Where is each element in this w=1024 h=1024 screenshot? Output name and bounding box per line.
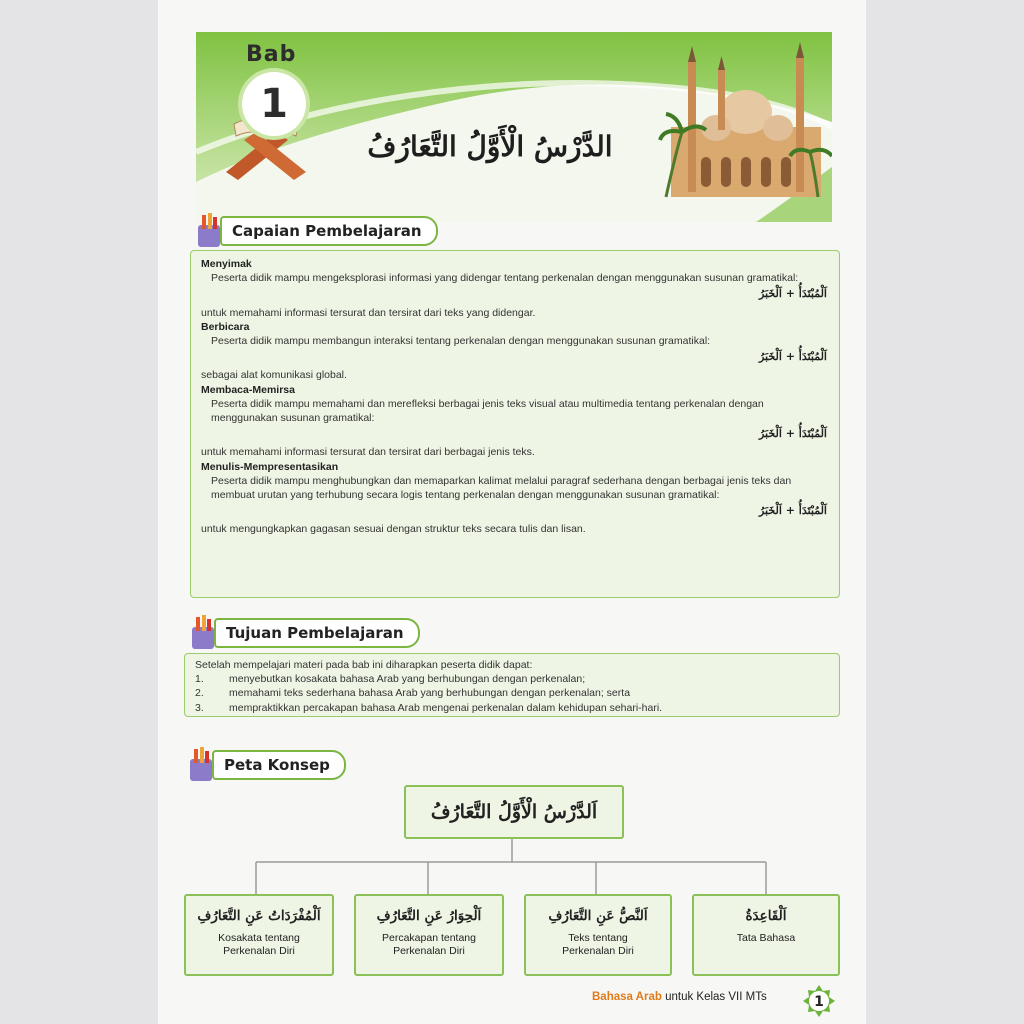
- list-text: mempraktikkan percakapan bahasa Arab mengenai perkenalan dalam kehidupan sehari-hari.: [229, 701, 663, 714]
- capaian-subtitle: Berbicara: [201, 320, 250, 333]
- concept-node-ar: اَلْحِوَارُ عَنِ التَّعَارُفِ: [376, 908, 482, 924]
- tujuan-heading-label: Tujuan Pembelajaran: [214, 618, 420, 648]
- concept-node-ar: اَلنَّصُّ عَنِ التَّعَارُفِ: [548, 908, 648, 924]
- list-text: memahami teks sederhana bahasa Arab yang berhubungan dengan perkenalan; serta: [229, 687, 631, 700]
- concept-node-ar: اَلْمُفْرَدَاتُ عَنِ التَّعَارُفِ: [197, 908, 321, 924]
- capaian-subtitle: Menyimak: [201, 258, 252, 270]
- footer-text: untuk Kelas VII MTs: [661, 991, 767, 1003]
- concept-node-ar: اَلْقَاعِدَةُ: [745, 908, 787, 924]
- concept-node-label: Teks tentang Perkenalan Diri: [562, 932, 634, 957]
- concept-node-hiwar: [354, 894, 504, 976]
- capaian-text: Peserta didik mampu memahami dan merefleksi berbagai jenis teks visual atau multimedia tentang perkenalan dengan: [211, 397, 764, 410]
- tujuan-intro: Setelah mempelajari materi pada bab ini diharapkan peserta didik dapat:: [195, 659, 533, 671]
- concept-node-qaidah: [692, 894, 840, 976]
- capaian-subtitle: Membaca-Memirsa: [201, 383, 295, 396]
- capaian-text: sebagai alat komunikasi global.: [201, 369, 347, 382]
- capaian-text: Peserta didik mampu menghubungkan dan memaparkan kalimat melalui paragraf sederhana dengan berbagai jenis teks dan: [211, 474, 792, 487]
- grammar-formula: اَلْمُبْتَدَأُ + اَلْخَبَرُ: [758, 504, 827, 518]
- concept-node-nash: [524, 894, 672, 976]
- capaian-heading-label: Capaian Pembelajaran: [220, 216, 438, 246]
- list-number: 2.: [195, 687, 204, 700]
- chapter-number: 1: [260, 81, 288, 127]
- capaian-text: untuk mengungkapkan gagasan sesuai dengan struktur teks secara tulis dan lisan.: [201, 523, 586, 536]
- footer-brand: Bahasa Arab: [592, 991, 662, 1003]
- capaian-text: membuat urutan yang terhubung secara logis tentang perkenalan dengan menggunakan susunan gramatikal:: [211, 489, 720, 502]
- concept-node-label: Kosakata tentang Perkenalan Diri: [218, 932, 300, 957]
- grammar-formula: اَلْمُبْتَدَأُ + اَلْخَبَرُ: [758, 350, 827, 364]
- capaian-text: untuk memahami informasi tersurat dan tersirat dari teks yang didengar.: [201, 306, 536, 319]
- concept-root: اَلدَّرْسُ الْأَوَّلُ التَّعَارُفُ: [404, 785, 624, 839]
- list-number: 3.: [195, 701, 204, 714]
- capaian-text: menggunakan susunan gramatikal:: [211, 412, 375, 425]
- capaian-text: untuk memahami informasi tersurat dan tersirat dari berbagai jenis teks.: [201, 446, 535, 459]
- page-number-badge: [802, 984, 836, 1018]
- capaian-text: Peserta didik mampu membangun interaksi tentang perkenalan dengan menggunakan susunan gramatikal:: [211, 335, 711, 348]
- list-text: menyebutkan kosakata bahasa Arab yang berhubungan dengan perkenalan;: [229, 673, 586, 686]
- list-number: 1.: [195, 673, 204, 686]
- capaian-text: Peserta didik mampu mengeksplorasi informasi yang didengar tentang perkenalan dengan menggunakan susunan gramatikal:: [211, 272, 799, 285]
- grammar-formula: اَلْمُبْتَدَأُ + اَلْخَبَرُ: [758, 287, 827, 301]
- peta-heading-label: Peta Konsep: [212, 750, 346, 780]
- chapter-title: الدَّرْسُ الْأَوَّلُ التَّعَارُفُ: [367, 130, 613, 163]
- page-footer: [592, 991, 767, 1003]
- concept-node-label: Tata Bahasa: [736, 932, 796, 944]
- concept-node-label: Percakapan tentang Perkenalan Diri: [382, 932, 476, 957]
- grammar-formula: اَلْمُبْتَدَأُ + اَلْخَبَرُ: [758, 427, 827, 441]
- bab-label: Bab: [246, 42, 297, 67]
- concept-node-mufradat: [184, 894, 334, 976]
- page-number: 1: [814, 994, 824, 1010]
- capaian-subtitle: Menulis-Mempresentasikan: [201, 460, 339, 473]
